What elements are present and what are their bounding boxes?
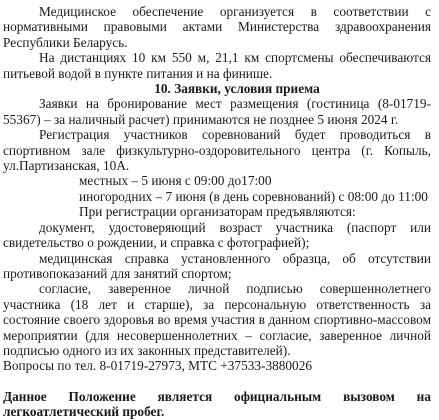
water-paragraph: На дистанциях 10 км 550 м, 21,1 км спортсмены обеспечиваются питьевой водой в пункте питания и на финише. [3,50,431,81]
consent-item: согласие, заверенное личной подписью совершеннолетнего участника (18 лет и старше), за персональную ответственность за состояние своего здоровья во время участия в данном спортивно-массовом мероприятии (для несовершеннолетних – согласие, заверенное личной подписью одного из их законных представителей). [3,281,431,358]
section-heading: 10. Заявки, условия приема [154,81,320,97]
documents-intro: При регистрации организаторам предъявляются: [79,204,356,220]
medical-certificate-item: медицинская справка установленного образца, об отсутствии противопоказаний для занятий спортом; [3,250,431,281]
official-invitation-line2: легкоатлетический пробег. [3,404,165,420]
contact-line: Вопросы по тел. 8-01719-27973, МТС +37533-3880026 [3,358,312,374]
nonresident-hours: иногородних – 7 июня (в день соревнований) с 08:00 до 11:00 [79,188,428,204]
registration-paragraph: Регистрация участников соревнований будет проводиться в спортивном зале физкультурно-оздоровительного центра (г. Копыль, ул.Партизанская, 10А. [3,127,431,174]
official-invitation-line1: Данное Положение является официальным вызовом на [3,388,431,404]
id-document-item: документ, удостоверяющий возраст участника (паспорт или свидетельство о рождении, и справка с фотографией); [3,219,431,251]
booking-paragraph: Заявки на бронирование мест размещения (гостиница (8-01719-55367) – за наличный расчет) принимаются не позднее 5 июня 2024 г. [3,96,431,127]
local-hours: местных – 5 июня с 09:00 до17:00 [79,173,272,189]
medical-paragraph: Медицинское обеспечение организуется в соответствии с нормативными правовыми актами Министерства здравоохранения Республики Беларусь. [3,4,431,50]
